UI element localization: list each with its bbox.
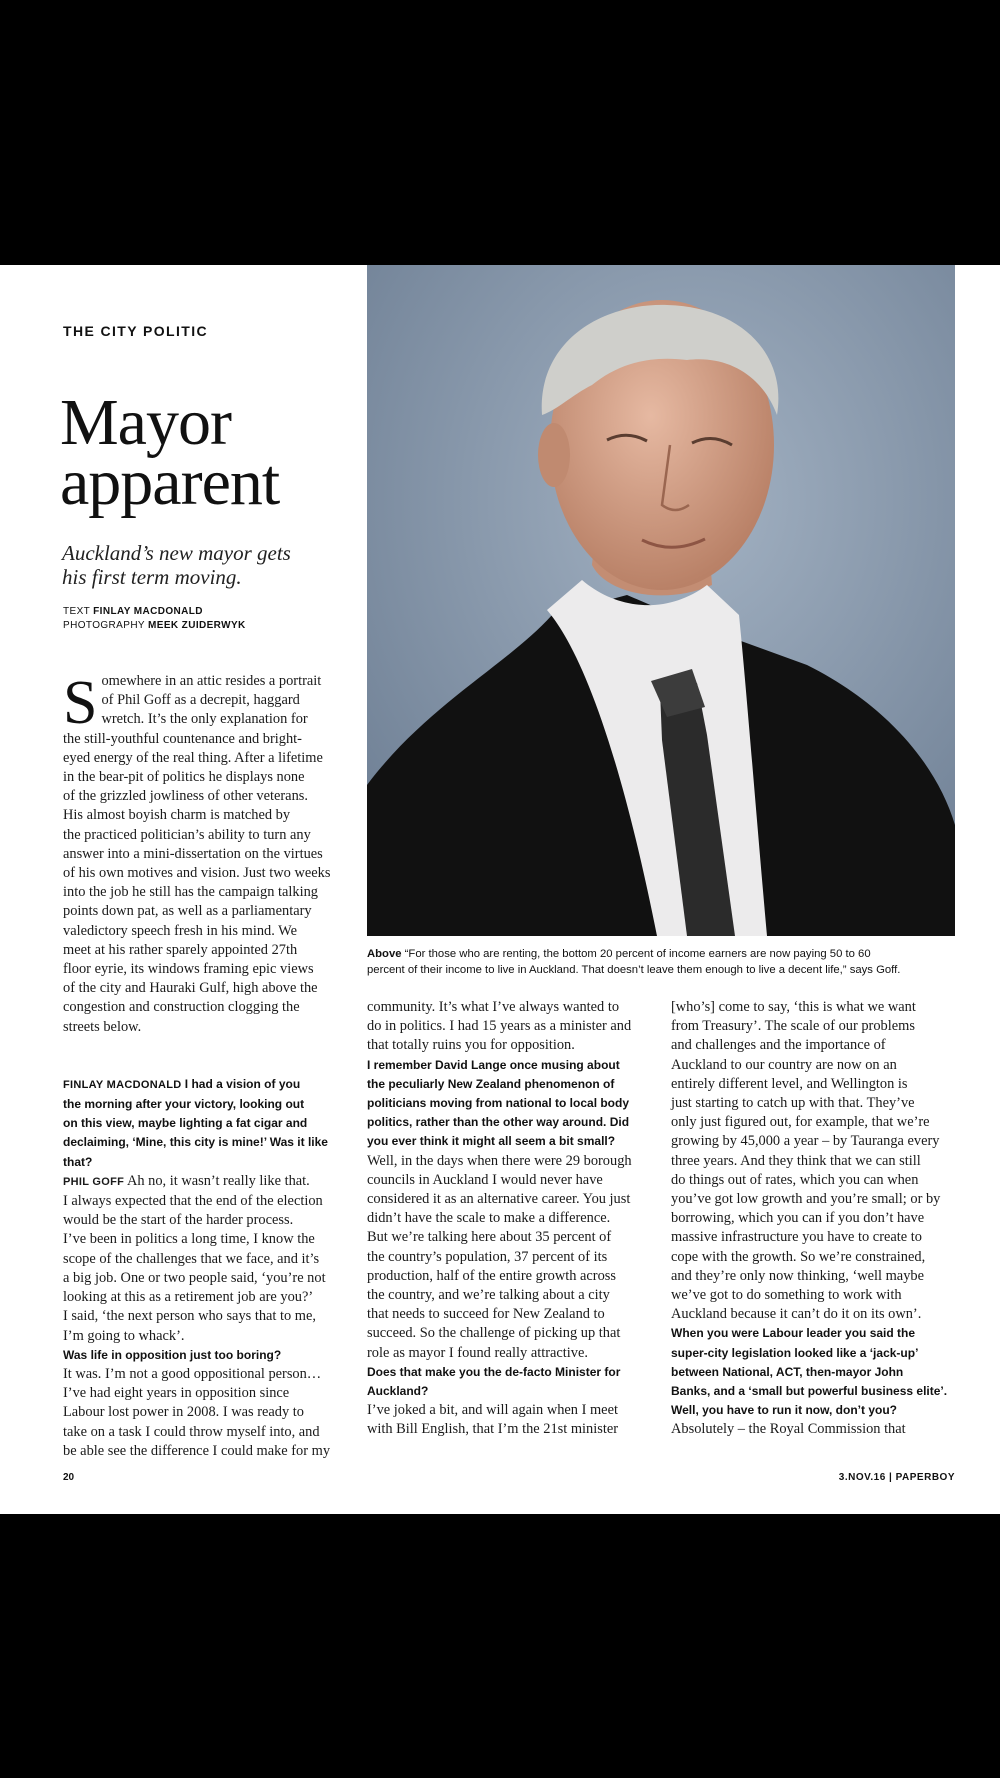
magazine-page	[0, 265, 1000, 1514]
answer-4-continued	[671, 998, 961, 1324]
text-line: of the city and Hauraki Gulf, high above the	[63, 980, 318, 997]
text-line: congestion and construction clogging the	[63, 999, 300, 1016]
text-line: streets below.	[63, 1018, 142, 1035]
text-line: Well, you have to run it now, don’t you?	[671, 1403, 897, 1418]
text-line: do things out of rates, which you can when	[671, 1171, 919, 1188]
text-line: valedictory speech fresh in his mind. We	[63, 922, 297, 939]
text-line: Ah no, it wasn’t really like that.	[124, 1172, 310, 1189]
article-column-1	[63, 669, 353, 1461]
title-line-1: Mayor	[60, 386, 231, 459]
text-line: meet at his rather sparely appointed 27th	[63, 941, 298, 958]
text-line: I said, ‘the next person who says that to me,	[63, 1308, 316, 1325]
text-line: Well, in the days when there were 29 borough	[367, 1152, 632, 1169]
text-line: role as mayor I found really attractive.	[367, 1344, 588, 1361]
photo-credit	[63, 619, 246, 633]
text-line: points down pat, as well as a parliamentary	[63, 903, 312, 920]
text-line: I’m going to whack’.	[63, 1327, 185, 1344]
text-line: didn’t have the scale to make a difference.	[367, 1210, 611, 1227]
drop-cap: S	[63, 669, 98, 737]
photo-credit-label: PHOTOGRAPHY	[63, 620, 145, 631]
caption-line-2: percent of their income to live in Auckland. That doesn’t leave them enough to live a decent life,” says Goff.	[367, 964, 901, 976]
standfirst-line-2: his first term moving.	[62, 565, 242, 589]
text-line: growing by 45,000 a year – by Tauranga every	[671, 1133, 940, 1150]
text-line: floor eyrie, its windows framing epic views	[63, 961, 314, 978]
text-line: succeed. So the challenge of picking up that	[367, 1325, 621, 1342]
text-line: the practiced politician’s ability to turn any	[63, 826, 311, 843]
text-line: do in politics. I had 15 years as a minister and	[367, 1018, 632, 1035]
text-line: It was. I’m not a good oppositional person…	[63, 1365, 322, 1382]
text-line: I remember David Lange once musing about	[367, 1057, 620, 1072]
text-line: the morning after your victory, looking out	[63, 1097, 305, 1112]
question-5	[671, 1324, 961, 1420]
page-number: 20	[63, 1472, 75, 1483]
text-line: omewhere in an attic resides a portrait	[101, 673, 322, 689]
text-line: politicians moving from national to local body	[367, 1096, 630, 1111]
text-line: of his own motives and vision. Just two weeks	[63, 865, 331, 882]
text-line: in the bear-pit of politics he displays none	[63, 769, 305, 786]
intro-paragraph	[63, 669, 353, 1037]
text-line: that needs to succeed for New Zealand to	[367, 1306, 605, 1323]
text-line: cope with the growth. So we’re constrained,	[671, 1248, 926, 1265]
photo-credit-name: MEEK ZUIDERWYK	[148, 620, 246, 631]
answer-3	[367, 1152, 657, 1363]
photo-caption	[367, 946, 957, 978]
text-credit	[63, 605, 246, 619]
text-line: borrowing, which you can if you don’t have	[671, 1210, 925, 1227]
article-column-2	[367, 998, 657, 1440]
text-line: scope of the challenges that we face, and it’s	[63, 1250, 320, 1267]
section-label: THE CITY POLITIC	[63, 323, 209, 339]
text-line: you ever think it might all seem a bit small?	[367, 1134, 616, 1149]
text-line: Absolutely – the Royal Commission that	[671, 1421, 906, 1438]
text-line: politics, rather than the other way around. Did	[367, 1115, 630, 1130]
text-line: into the job he still has the campaign talking	[63, 884, 318, 901]
text-line: of Phil Goff as a decrepit, haggard	[101, 692, 300, 709]
text-line: considered it as an alternative career. You just	[367, 1191, 631, 1208]
article-title	[60, 386, 280, 519]
text-line: entirely different level, and Wellington is	[671, 1075, 908, 1092]
text-line: looking at this as a retirement job are you?’	[63, 1289, 314, 1306]
text-line: Auckland because it can’t do it on its own’.	[671, 1306, 922, 1323]
text-line: we’ve got to do something to work with	[671, 1287, 902, 1304]
portrait-photo	[367, 265, 955, 936]
text-line: the peculiarly New Zealand phenomenon of	[367, 1076, 615, 1091]
text-line: massive infrastructure you have to create to	[671, 1229, 922, 1246]
text-line: His almost boyish charm is matched by	[63, 807, 291, 824]
text-line: Labour lost power in 2008. I was ready to	[63, 1404, 304, 1421]
question-3	[367, 1056, 657, 1152]
text-line: just starting to catch up with that. They’ve	[671, 1095, 915, 1112]
credits	[63, 605, 246, 633]
text-line: on this view, maybe lighting a fat cigar and	[63, 1116, 308, 1131]
text-line: would be the start of the harder process.	[63, 1212, 294, 1229]
text-line: the country’s population, 37 percent of its	[367, 1248, 608, 1265]
text-credit-label: TEXT	[63, 606, 90, 617]
text-line: between National, ACT, then-mayor John	[671, 1364, 904, 1379]
interviewer-name: FINLAY MACDONALD	[63, 1078, 182, 1091]
left-ear	[538, 423, 570, 487]
answer-2-continued	[367, 998, 657, 1056]
text-line: Auckland to our country are now on an	[671, 1056, 897, 1073]
text-line: I’ve joked a bit, and will again when I meet	[367, 1402, 618, 1419]
text-line: you’ve got low growth and you’re small; or by	[671, 1191, 941, 1208]
answer-1	[63, 1172, 353, 1346]
text-credit-name: FINLAY MACDONALD	[93, 606, 203, 617]
text-line: I always expected that the end of the election	[63, 1193, 323, 1210]
text-line: councils in Auckland I would never have	[367, 1171, 603, 1188]
caption-label: Above	[367, 948, 402, 960]
text-line: the still-youthful countenance and bright-	[63, 730, 302, 747]
text-line: super-city legislation looked like a ‘jack-up’	[671, 1345, 919, 1360]
text-line: Banks, and a ‘small but powerful business elite’.	[671, 1384, 948, 1399]
text-line: Does that make you the de-facto Minister for	[367, 1364, 621, 1379]
text-line: of the grizzled jowliness of other veterans.	[63, 788, 308, 805]
text-line: answer into a mini-dissertation on the virtues	[63, 845, 323, 862]
text-line: that totally ruins you for opposition.	[367, 1037, 575, 1054]
text-line: take on a task I could throw myself into, and	[63, 1423, 320, 1440]
text-line: But we’re talking here about 35 percent of	[367, 1229, 612, 1246]
text-line: Auckland?	[367, 1384, 429, 1399]
text-line: eyed energy of the real thing. After a lifetime	[63, 749, 323, 766]
text-line: I had a vision of you	[181, 1076, 301, 1091]
text-line: I’ve had eight years in opposition since	[63, 1385, 290, 1402]
text-line: and challenges and the importance of	[671, 1037, 886, 1054]
question-2: Was life in opposition just too boring?	[63, 1347, 282, 1362]
text-line: only just figured out, for example, that we’re	[671, 1114, 930, 1131]
article-column-3	[671, 998, 961, 1440]
text-line: with Bill English, that I’m the 21st minister	[367, 1421, 619, 1438]
text-line: and they’re only now thinking, ‘well maybe	[671, 1267, 924, 1284]
text-line: a big job. One or two people said, ‘you’re not	[63, 1269, 326, 1286]
text-line: be able see the difference I could make for my	[63, 1442, 331, 1459]
text-line: three years. And they think that we can still	[671, 1152, 921, 1169]
text-line: wretch. It’s the only explanation for	[101, 711, 308, 728]
title-line-2: apparent	[60, 446, 280, 519]
text-line: I’ve been in politics a long time, I know the	[63, 1231, 315, 1248]
standfirst-line-1: Auckland’s new mayor gets	[62, 541, 291, 565]
text-line: When you were Labour leader you said the	[671, 1326, 916, 1341]
text-line: declaiming, ‘Mine, this city is mine!’ Was it like	[63, 1135, 328, 1150]
text-line: community. It’s what I’ve always wanted to	[367, 999, 620, 1015]
issue-folio: 3.NOV.16 | PAPERBOY	[838, 1472, 955, 1483]
interviewee-name: PHIL GOFF	[63, 1175, 125, 1188]
portrait-illustration	[367, 265, 955, 936]
paragraph-gap	[63, 1037, 353, 1056]
text-line: that?	[63, 1154, 93, 1169]
answer-2	[63, 1365, 353, 1461]
paragraph-gap	[63, 1056, 353, 1075]
question-4	[367, 1363, 657, 1401]
answer-4	[367, 1401, 657, 1439]
answer-5	[671, 1420, 961, 1439]
standfirst	[62, 541, 342, 589]
question-1	[63, 1075, 353, 1172]
text-line: the country, and we’re talking about a city	[367, 1287, 610, 1304]
text-line: [who’s] come to say, ‘this is what we want	[671, 999, 916, 1015]
text-line: from Treasury’. The scale of our problems	[671, 1018, 915, 1035]
text-line: production, half of the entire growth across	[367, 1267, 616, 1284]
caption-line-1: “For those who are renting, the bottom 20 percent of income earners are now paying 50 to 60	[401, 948, 871, 960]
